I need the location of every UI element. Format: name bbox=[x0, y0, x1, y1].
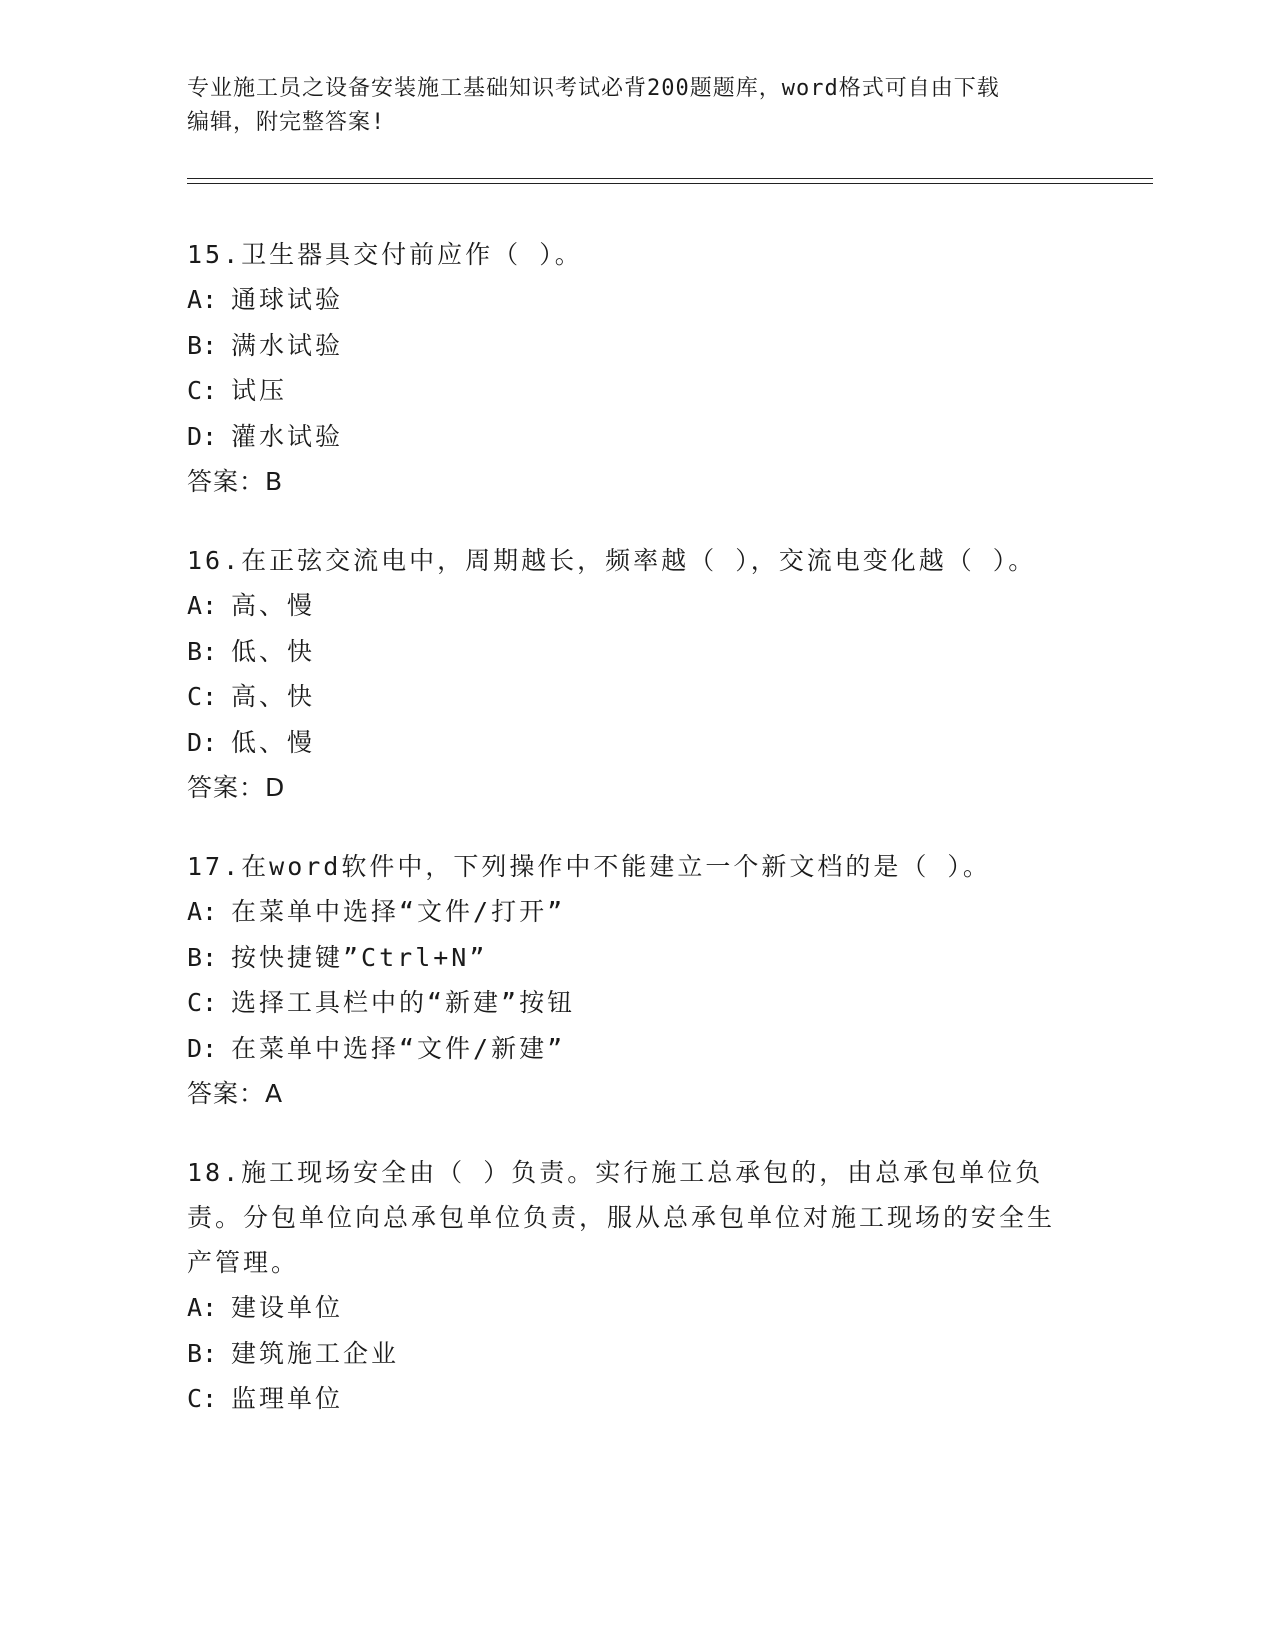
question-text: 15.卫生器具交付前应作（ ）。 bbox=[187, 240, 583, 269]
option-a bbox=[187, 889, 1067, 935]
option-c bbox=[187, 980, 1067, 1026]
option-key: A: bbox=[187, 591, 218, 620]
option-text: 满水试验 bbox=[231, 330, 344, 360]
option-key: D: bbox=[187, 421, 218, 451]
option-key: B: bbox=[187, 1338, 218, 1368]
answer-line: 答案：B bbox=[187, 467, 284, 496]
option-a bbox=[187, 1285, 1067, 1331]
header-line-1: 专业施工员之设备安装施工基础知识考试必背200题题库，word格式可自由下载 bbox=[187, 76, 1000, 101]
option-text: 高、快 bbox=[231, 682, 316, 711]
question-18 bbox=[187, 1150, 1067, 1422]
option-key: B: bbox=[187, 330, 218, 360]
header-divider-bottom bbox=[187, 183, 1153, 184]
option-b bbox=[187, 1331, 1067, 1377]
option-b bbox=[187, 935, 1067, 981]
question-17 bbox=[187, 844, 1067, 1116]
option-text: 选择工具栏中的“新建”按钮 bbox=[231, 988, 576, 1017]
header-line-2: 编辑，附完整答案! bbox=[187, 110, 386, 135]
option-text: 通球试验 bbox=[231, 285, 344, 314]
option-text: 建筑施工企业 bbox=[231, 1338, 400, 1368]
option-text: 高、慢 bbox=[231, 591, 316, 620]
option-text: 建设单位 bbox=[231, 1293, 344, 1322]
question-text: 16.在正弦交流电中，周期越长，频率越（ ），交流电变化越（ ）。 bbox=[187, 546, 1037, 575]
option-text: 在菜单中选择“文件/打开” bbox=[231, 897, 566, 926]
option-key: C: bbox=[187, 682, 218, 711]
option-text: 按快捷键”Ctrl+N” bbox=[231, 942, 488, 972]
option-text: 试压 bbox=[231, 376, 288, 405]
option-a bbox=[187, 583, 1067, 629]
option-d bbox=[187, 720, 1067, 766]
question-text: 17.在word软件中，下列操作中不能建立一个新文档的是（ ）。 bbox=[187, 852, 991, 881]
option-key: C: bbox=[187, 988, 218, 1017]
option-text: 在菜单中选择“文件/新建” bbox=[231, 1033, 566, 1063]
option-text: 低、慢 bbox=[231, 727, 316, 757]
option-d bbox=[187, 414, 1067, 460]
option-d bbox=[187, 1026, 1067, 1072]
option-text: 低、快 bbox=[231, 636, 316, 666]
option-key: D: bbox=[187, 1033, 218, 1063]
option-b bbox=[187, 629, 1067, 675]
header-divider-top bbox=[187, 178, 1153, 179]
question-15 bbox=[187, 232, 1067, 504]
option-key: C: bbox=[187, 1384, 218, 1413]
option-text: 监理单位 bbox=[231, 1384, 344, 1413]
option-key: C: bbox=[187, 376, 218, 405]
option-c bbox=[187, 1376, 1067, 1422]
option-a bbox=[187, 277, 1067, 323]
option-key: A: bbox=[187, 285, 218, 314]
option-key: A: bbox=[187, 897, 218, 926]
option-text: 灌水试验 bbox=[231, 421, 344, 451]
question-16 bbox=[187, 538, 1067, 810]
question-list bbox=[187, 232, 1067, 1456]
option-c bbox=[187, 674, 1067, 720]
answer-line: 答案：D bbox=[187, 773, 286, 802]
document-header bbox=[187, 72, 1087, 140]
option-key: B: bbox=[187, 942, 218, 972]
question-text: 18.施工现场安全由（ ）负责。实行施工总承包的，由总承包单位负责。分包单位向总承包单位负责，服从总承包单位对施工现场的安全生产管理。 bbox=[187, 1158, 1056, 1277]
option-b bbox=[187, 323, 1067, 369]
option-key: A: bbox=[187, 1293, 218, 1322]
option-key: B: bbox=[187, 636, 218, 666]
answer-line: 答案：A bbox=[187, 1079, 284, 1108]
option-key: D: bbox=[187, 727, 218, 757]
option-c bbox=[187, 368, 1067, 414]
